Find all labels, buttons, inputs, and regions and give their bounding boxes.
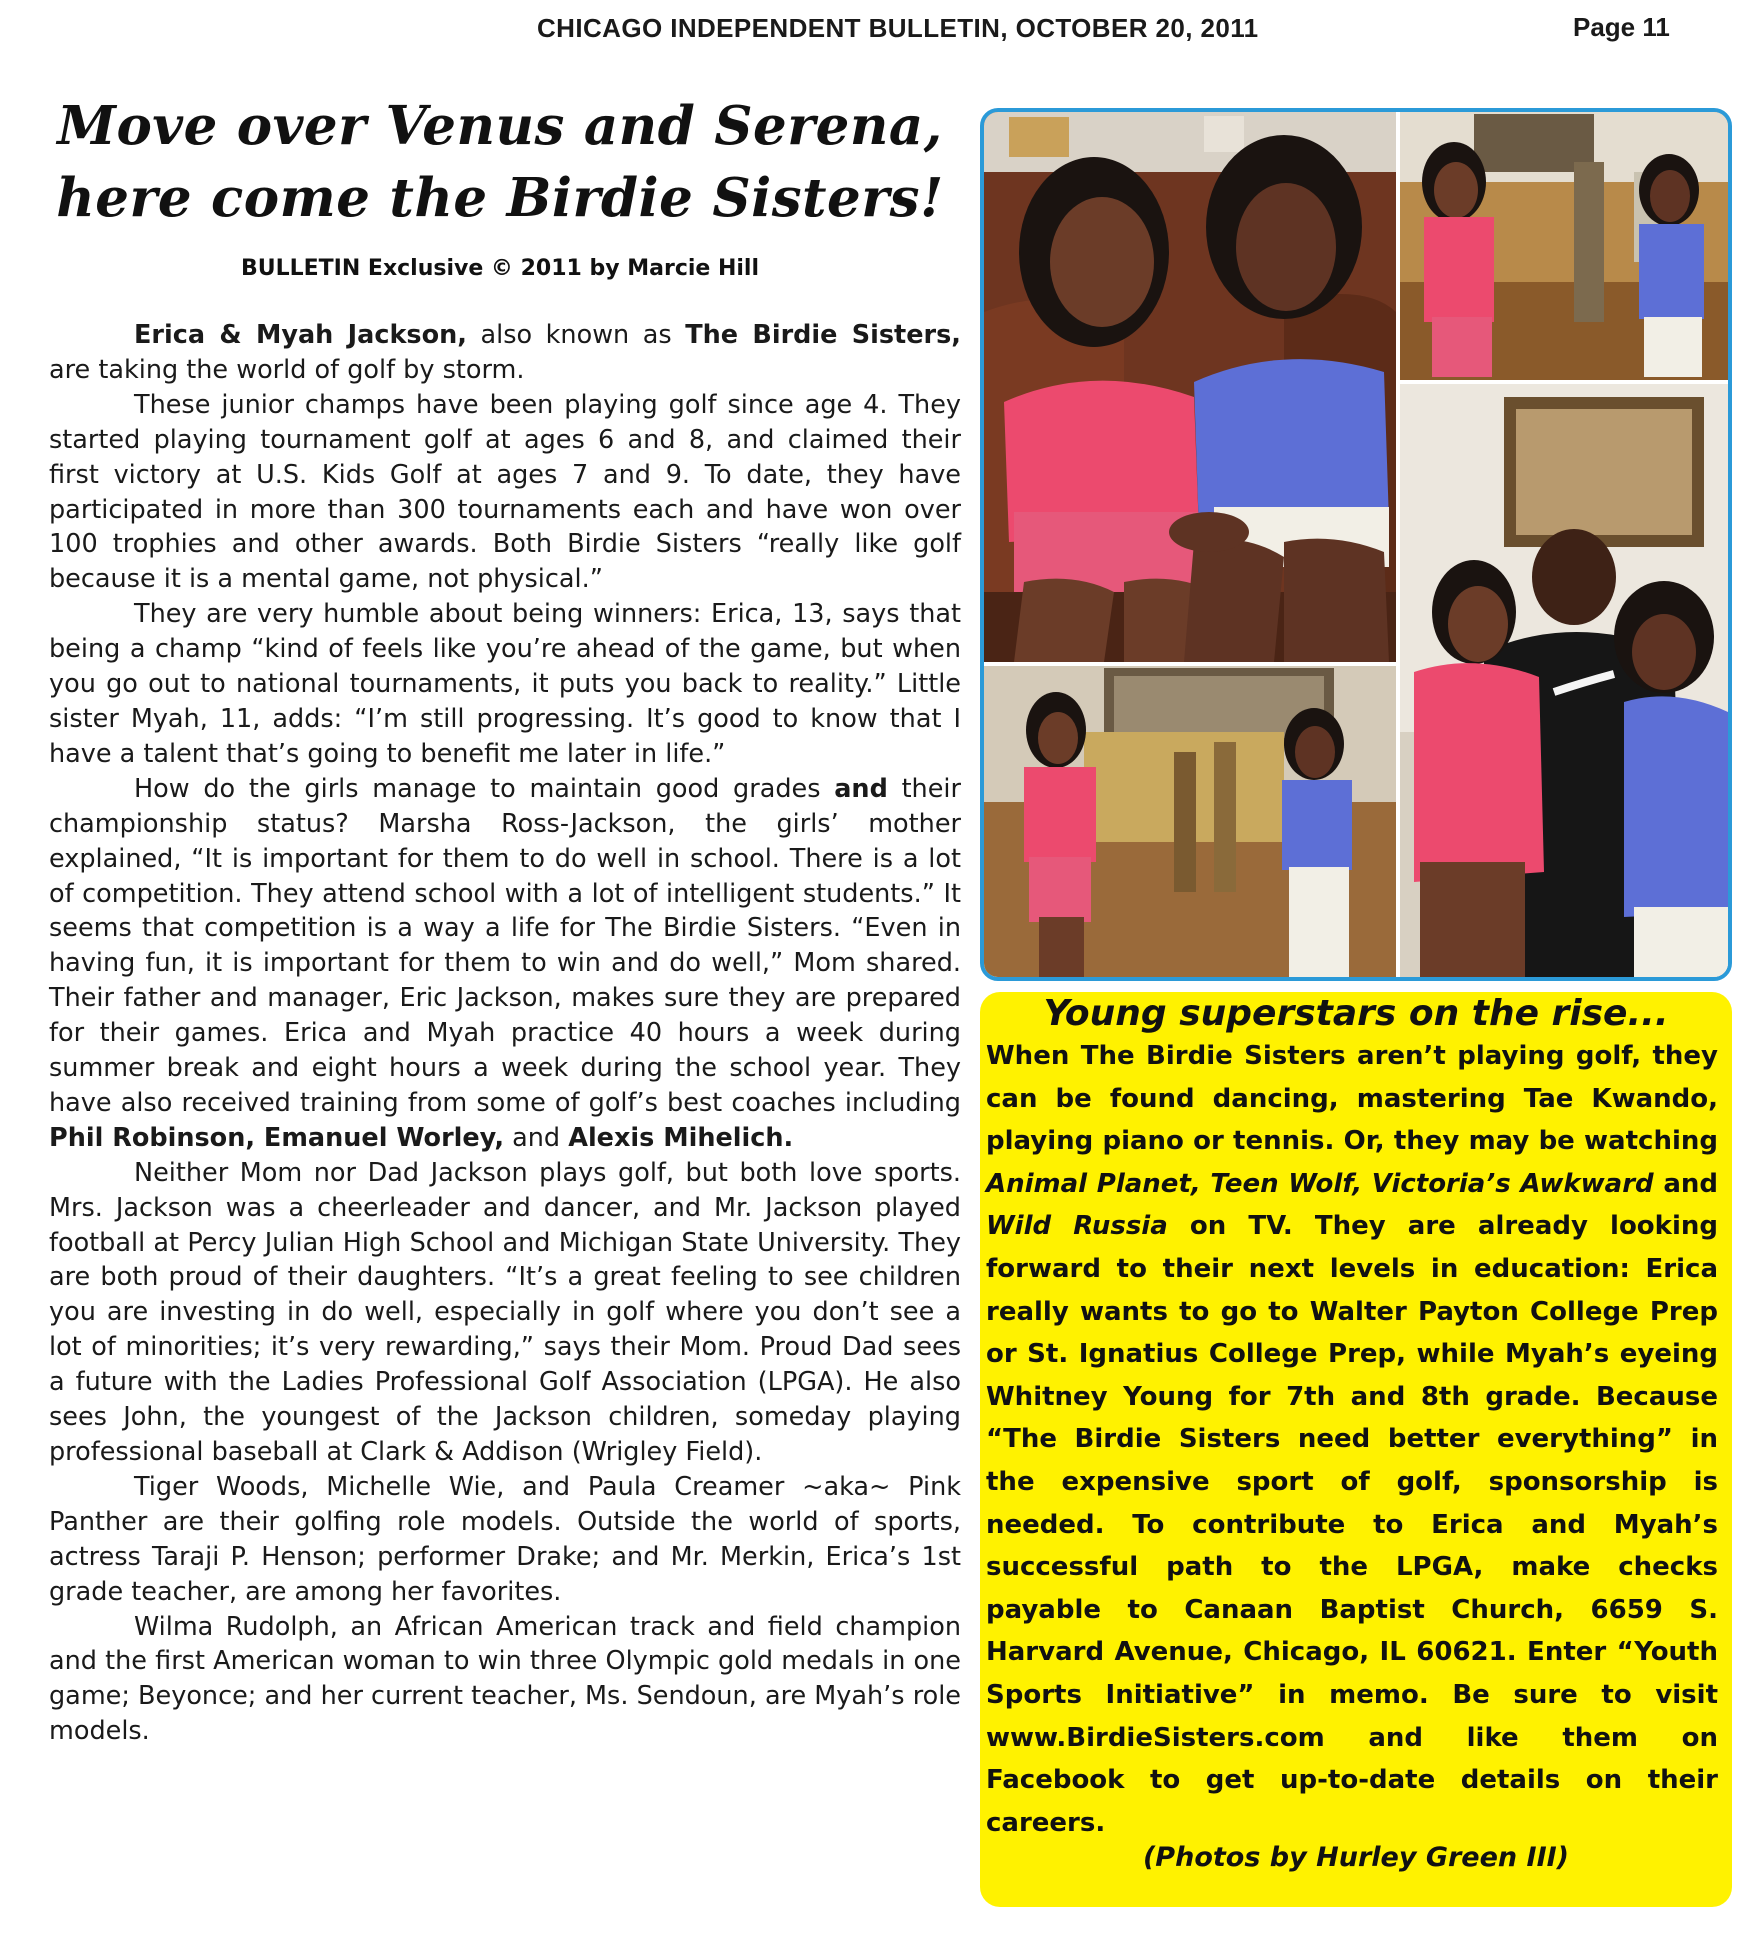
paragraph-text: also known as <box>466 320 686 350</box>
article-paragraph-3: They are very humble about being winners: Erica, 13, says that being a champ “kind of feels like you’re ahead of the game, but when you go out to national tournaments, it puts you back to reality.” Little sister Myah, 11, adds: “I’m still progressing. It’s good to know that I have a talent that’s going to benefit me later in life.” <box>49 599 961 769</box>
article-headline <box>40 90 960 234</box>
page-number: Page 11 <box>1573 12 1670 42</box>
names-bold: Erica & Myah Jackson, <box>134 320 467 350</box>
tv-show-italic: Wild Russia <box>986 1211 1168 1242</box>
article-paragraph-5: Neither Mom nor Dad Jackson plays golf, but both love sports. Mrs. Jackson was a cheerleader and dancer, and Mr. Jackson played football at Percy Julian High School and Michigan State University. They are both proud of their daughters. “It’s a great feeling to see children you are investing in do well, especially in golf where you don’t see a lot of minorities; it’s very rewarding,” says their Mom. Proud Dad sees a future with the Ladies Professional Golf Association (LPGA). He also sees John, the youngest of the Jackson children, someday playing professional baseball at Clark & Addison (Wrigley Field). <box>49 1157 961 1467</box>
sidebar-body <box>986 1035 1718 1844</box>
photo-sisters-trophy-cabinet <box>984 666 1396 977</box>
article-paragraph-6: Tiger Woods, Michelle Wie, and Paula Creamer ~aka~ Pink Panther are their golfing role models. Outside the world of sports, actress Taraji P. Henson; performer Drake; and Mr. Merkin, Erica’s 1st grade teacher, are among her favorites. <box>49 1471 961 1607</box>
photo-gutter-right <box>1400 380 1728 384</box>
paragraph-text: and <box>504 1122 569 1153</box>
sidebar-text: and <box>1653 1168 1718 1199</box>
coach-name-bold: Alexis Mihelich. <box>568 1122 794 1153</box>
photo-credit: (Photos by Hurley Green III) <box>1142 1842 1570 1873</box>
publication-title: CHICAGO INDEPENDENT BULLETIN, OCTOBER 20, 2011 <box>537 13 1259 43</box>
tv-shows-italic: Animal Planet, Teen Wolf, Victoria’s Awkward <box>986 1168 1654 1199</box>
paragraph-text: are taking the world of golf by storm. <box>49 354 525 385</box>
sidebar-box <box>980 992 1732 1907</box>
paragraph-text: How do the girls manage to maintain good grades <box>134 773 835 804</box>
photo-gutter-left <box>984 662 1396 666</box>
photo-gutter-vertical <box>1396 112 1400 977</box>
photo-father-with-daughters <box>1400 384 1728 977</box>
photo-collage <box>980 108 1732 981</box>
headline-line-1: Move over Venus and Serena, <box>57 95 943 157</box>
coach-names-bold: Phil Robinson, Emanuel Worley, <box>49 1122 505 1153</box>
article-paragraph-7: Wilma Rudolph, an African American track and field champion and the first American woman to win three Olympic gold medals in one game; Beyonce; and her current teacher, Ms. Sendoun, are Myah’s role models. <box>49 1611 961 1747</box>
photo-collage-svg <box>984 112 1728 977</box>
sidebar-title: Young superstars on the rise... <box>1043 993 1669 1034</box>
article-paragraph-1 <box>49 318 961 388</box>
emphasis-bold: and <box>834 773 888 804</box>
headline-line-2: here come the Birdie Sisters! <box>56 167 944 229</box>
article-paragraph-2: These junior champs have been playing golf since age 4. They started playing tournament golf at ages 6 and 8, and claimed their first victory at U.S. Kids Golf at ages 7 and 9. To date, they have participated in more than 300 tournaments each and have won over 100 trophies and other awards. Both Birdie Sisters “really like golf because it is a mental game, not physical.” <box>49 389 961 595</box>
nickname-bold: The Birdie Sisters, <box>685 320 961 350</box>
sidebar-text: When The Birdie Sisters aren’t playing golf, they can be found dancing, mastering Tae Kwando, playing piano or tennis. Or, they may be watching <box>986 1041 1718 1157</box>
sidebar-text: on TV. They are already looking forward to their next levels in education: Erica really wants to go to Walter Payton College Prep or St. Ignatius College Prep, while Myah’s eyeing Whitney Young for 7th and 8th grade. Because “The Birdie Sisters need better everything” in the expensive sport of golf, sponsorship is needed. To contribute to Erica and Myah’s successful path to the LPGA, make checks payable to Canaan Baptist Church, 6659 S. Harvard Avenue, Chicago, IL 60621. Enter “Youth Sports Initiative” in memo. Be sure to visit www.BirdieSisters.com and like them on Facebook to get up-to-date details on their careers. <box>986 1211 1718 1838</box>
photo-sisters-on-couch <box>984 112 1396 662</box>
photo-sisters-with-trophy <box>1400 112 1728 380</box>
article-body <box>49 318 961 1749</box>
paragraph-text: their championship status? Marsha Ross-Jackson, the girls’ mother explained, “It is important for them to do well in school. There is a lot of competition. They attend school with a lot of intelligent students.” It seems that competition is a way a life for The Birdie Sisters. “Even in having fun, it is important for them to win and do well,” Mom shared. Their father and manager, Eric Jackson, makes sure they are prepared for their games. Erica and Myah practice 40 hours a week during summer break and eight hours a week during the school year. They have also received training from some of golf’s best coaches including <box>49 773 961 1118</box>
article-paragraph-4 <box>49 772 961 1156</box>
article-byline: BULLETIN Exclusive © 2011 by Marcie Hill <box>240 256 760 281</box>
page-header <box>0 0 1743 60</box>
